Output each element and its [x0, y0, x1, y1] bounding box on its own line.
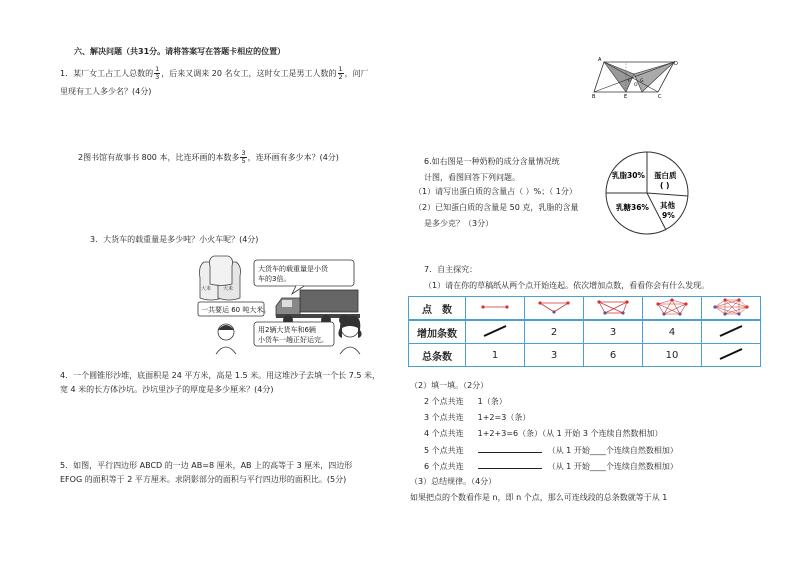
q6-sub-1: （1）请写出蛋白质的含量占（ ）%；（ 1分）: [414, 187, 577, 196]
points-2-diagram: [466, 297, 525, 321]
row-label-points: 点 数: [409, 297, 466, 321]
fill-line-2-b: 1+2=3（条）: [477, 413, 531, 422]
bubble-top-line-2: 车的3倍。: [258, 275, 291, 283]
total-cell-1: 1: [466, 344, 525, 367]
label-e: E: [624, 94, 628, 98]
q4-line-1: 4．一个圆锥形沙堆，底面积是 24 平方米，高是 1.5 米。用这堆沙子去填一个长 7.5 米，: [60, 371, 380, 380]
pie-protein-blank: ( ): [660, 181, 670, 190]
q7-intro: （1）请在你的草稿纸从两个点开始连起。依次增加点数，看看你会有什么发现。: [424, 281, 710, 290]
fill-line-1: [424, 396, 507, 407]
added-cell-4: 4: [643, 320, 702, 344]
fill-line-4-b: （从 1 开始____个连续自然数相加）: [547, 446, 678, 455]
pie-label-protein: 蛋白质: [654, 171, 677, 180]
total-cell-2: 3: [525, 344, 584, 367]
pie-label-milkfat: 乳脂30%: [612, 171, 645, 180]
points-4-diagram: [584, 297, 643, 321]
label-c: C: [658, 94, 662, 98]
sack-label: 大米: [201, 286, 212, 292]
fill-line-3-b: 1+2+3=6（条）（从 1 开始 3 个连续自然数相加）: [477, 429, 663, 438]
fill-line-1-a: 2 个点共连: [424, 397, 464, 406]
q1-text-b: ，后来又调来 20 名女工，这时女工是男工人数的: [161, 69, 337, 78]
points-3-diagram: [525, 297, 584, 321]
q7-fill-title: （2）填一填。（2分）: [410, 381, 489, 390]
q1-text-c: ，问厂: [344, 69, 369, 78]
q1-fraction-1: $\frac{1}{3}$: [155, 65, 160, 81]
fill-line-5-b: （从 1 开始____个连续自然数相加）: [547, 462, 678, 471]
fill-blank-5[interactable]: [478, 444, 542, 453]
fill-line-5: [424, 460, 678, 472]
q5-line-1: 5．如图，平行四边形 ABCD 的一边 AB=8 厘米，AB 上的高等于 3 厘米，四边形: [60, 461, 353, 470]
fill-line-2: [424, 412, 530, 423]
fill-line-2-a: 3 个点共连: [424, 413, 464, 422]
q5-line-2: EFOG 的面积等于 2 平方厘米。求阴影部分的面积与平行四边形的面积比。(5分): [60, 475, 347, 484]
q7-title: 7．自主探究：: [424, 265, 478, 274]
added-cell-3: 3: [584, 320, 643, 344]
sack-label-2: 大米: [223, 286, 234, 292]
q1-fraction-2: $\frac{1}{2}$: [338, 65, 343, 81]
q6-line-1: 6.如右图是一种奶粉的成分含量情况统: [424, 157, 560, 166]
bubble-top-line-1: 大货车的载重量是小货: [258, 265, 328, 273]
pie-label-lactose: 乳糖36%: [616, 203, 649, 212]
q7-rule-text: 如果把点的个数看作是 n，即 n 个点，那么可连线段的总条数就等于从 1: [410, 493, 668, 502]
points-lines-table: [408, 296, 761, 367]
section-title: 六、解决问题（共31分。请将答案写在答题卡相应的位置）: [74, 47, 286, 56]
q4-line-2: 宽 4 米的长方体沙坑。沙坑里沙子的厚度是多少厘米？(4分): [60, 385, 274, 394]
points-5-diagram: [643, 297, 702, 321]
fill-line-4-a: 5 个点共连: [424, 446, 464, 455]
q6-sub-2-line-2: 是多少克？（3分）: [424, 219, 494, 228]
girl-icon: [338, 316, 361, 354]
added-cell-2: 2: [525, 320, 584, 344]
pie-label-other-value: 9%: [662, 211, 675, 220]
q2-fraction: $\frac{3}{5}$: [241, 149, 246, 165]
q6-line-2: 计图，看图回答下列问题。: [424, 173, 520, 182]
total-cell-5: [702, 344, 761, 367]
question-3: 3．大货车的载重量是多少吨？小火车呢？(4分): [90, 235, 259, 244]
label-o: O: [634, 83, 638, 88]
q7-rule-title: （3）总结规律。（4分）: [410, 477, 497, 486]
fill-line-3: [424, 428, 662, 439]
row-label-total: 总条数: [409, 344, 466, 367]
q2-text-b: ，连环画有多少本？(4分): [247, 153, 339, 162]
pie-label-other: 其他: [660, 201, 675, 210]
row-label-added: 增加条数: [409, 320, 466, 344]
bubble-right-line-1: 用2辆大货车和6辆: [258, 326, 316, 334]
label-b: B: [592, 94, 596, 98]
label-a: A: [598, 57, 602, 63]
added-cell-1: [466, 320, 525, 344]
fill-line-1-b: 1（条）: [477, 397, 507, 406]
q1-text-a: 1．某厂女工占工人总数的: [60, 69, 154, 78]
fill-blank-6[interactable]: [478, 460, 542, 469]
label-g: G: [640, 79, 644, 84]
points-6-diagram: [702, 297, 761, 321]
total-cell-3: 6: [584, 344, 643, 367]
q1-line-2: 里现有工人多少名？(4分): [60, 87, 152, 96]
bubble-left-text: 一共要运 60 吨大米。: [201, 306, 271, 314]
rice-sack-icon: [200, 256, 241, 300]
fill-line-3-a: 4 个点共连: [424, 429, 464, 438]
total-cell-4: 10: [643, 344, 702, 367]
fill-line-5-a: 6 个点共连: [424, 462, 464, 471]
added-cell-5: [702, 320, 761, 344]
composition-pie-chart: [604, 150, 690, 236]
bubble-right-line-2: 小货车一趟正好运完。: [258, 336, 328, 344]
fill-line-4: [424, 444, 678, 456]
question-2: [78, 150, 339, 165]
truck-illustration: [196, 254, 368, 356]
label-f: F: [628, 79, 631, 84]
boy-icon: [216, 324, 236, 354]
parallelogram-figure: [592, 54, 680, 98]
label-d: D: [674, 61, 678, 67]
question-1: [60, 66, 369, 81]
q6-sub-2-line-1: （2）已知蛋白质的含量是 50 克，乳脂的含量: [414, 203, 579, 212]
q2-text-a: 2图书馆有故事书 800 本，比连环画的本数多: [78, 153, 240, 162]
